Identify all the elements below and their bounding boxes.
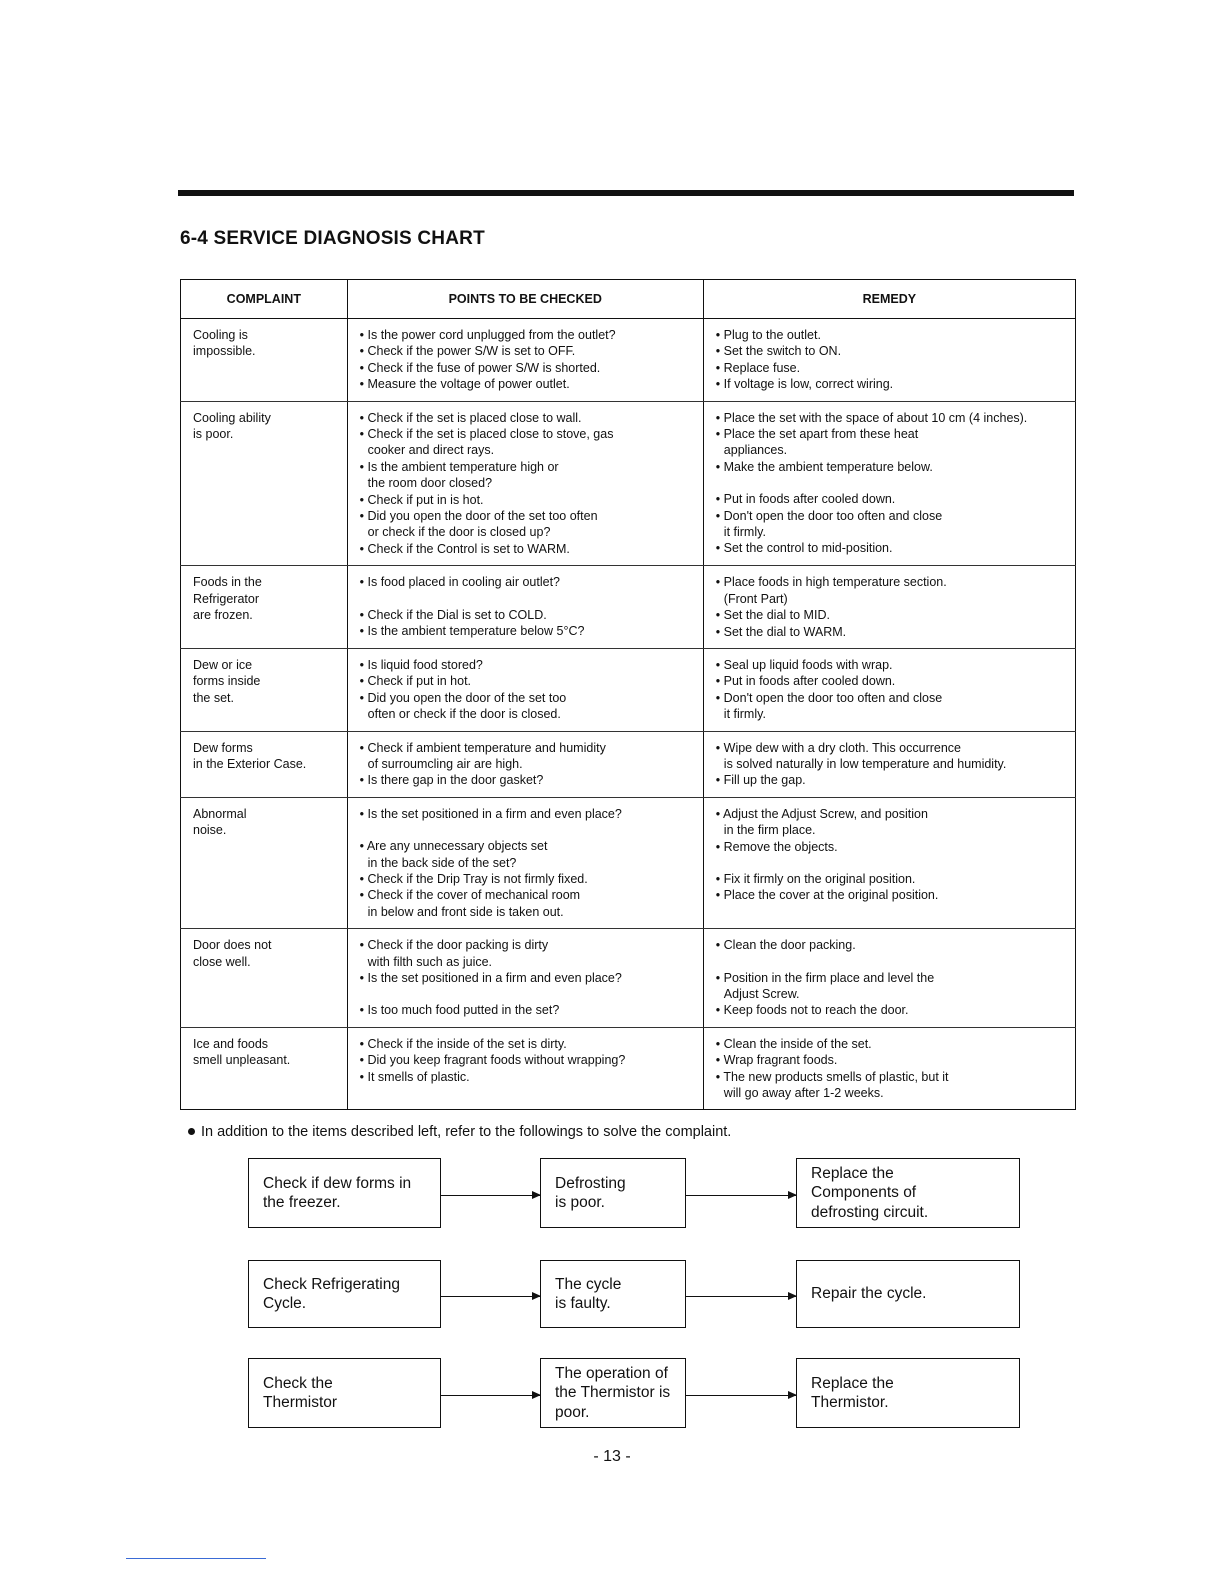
cause-text: is faulty. (555, 1295, 611, 1312)
remedy-line: it firmly. (723, 707, 766, 722)
points-line (360, 986, 697, 1002)
complaint-cell (181, 731, 348, 797)
remedy-line: • If voltage is low, correct wiring. (715, 377, 894, 392)
table-header-row (181, 280, 1076, 319)
remedy-line (716, 475, 1069, 491)
remedy-line: • Place the set apart from these heat (715, 427, 919, 442)
points-line: often or check if the door is closed. (367, 707, 561, 722)
check-text: Check the (263, 1374, 333, 1392)
remedy-line: • Place the set with the space of about 10 cm (4 inches). (715, 410, 1028, 425)
remedy-line: • Put in foods after cooled down. (715, 492, 896, 507)
remedy-line: • Set the switch to ON. (715, 344, 842, 359)
remedy-line: • Don't open the door too often and close (715, 690, 943, 705)
remedy-line: (Front Part) (723, 591, 788, 606)
remedy-line: • Position in the firm place and level the (715, 970, 935, 985)
points-line: • Measure the voltage of power outlet. (359, 377, 570, 392)
remedy-cell (703, 1027, 1075, 1110)
points-line: • Check if ambient temperature and humidity (359, 740, 606, 755)
points-line: • Check if the Drip Tray is not firmly fixed. (359, 871, 588, 886)
complaint-cell (181, 566, 348, 649)
remedy-line (716, 855, 1069, 871)
action-text: Thermistor. (811, 1394, 889, 1411)
remedy-line: • Keep foods not to reach the door. (715, 1003, 909, 1018)
points-cell (347, 797, 703, 928)
points-cell (347, 929, 703, 1028)
complaint-cell (181, 929, 348, 1028)
points-cell (347, 1027, 703, 1110)
points-cell (347, 731, 703, 797)
remedy-line: • Adjust the Adjust Screw, and position (715, 806, 928, 821)
remedy-line: • Clean the door packing. (715, 938, 856, 953)
complaint-line: noise. (193, 823, 227, 838)
note-text: In addition to the items described left, refer to the followings to solve the complaint. (201, 1124, 732, 1140)
remedy-cell (703, 566, 1075, 649)
check-text: Check Refrigerating (263, 1275, 400, 1293)
action-text: Replace the (811, 1374, 894, 1392)
points-line: • Is the power cord unplugged from the outlet? (359, 328, 616, 342)
points-line: • It smells of plastic. (359, 1069, 470, 1084)
remedy-line: • The new products smells of plastic, but it (715, 1069, 949, 1084)
complaint-line: smell unpleasant. (193, 1053, 291, 1068)
remedy-line: • Make the ambient temperature below. (715, 459, 933, 474)
remedy-line: is solved naturally in low temperature and humidity. (723, 756, 1007, 771)
points-line: • Is food placed in cooling air outlet? (359, 575, 560, 590)
remedy-line: • Fix it firmly on the original position. (715, 871, 916, 886)
points-line: • Is the set positioned in a firm and even place? (359, 971, 622, 985)
remedy-line: • Fill up the gap. (715, 773, 806, 788)
complaint-line: forms inside (193, 674, 261, 689)
check-text: Check if dew forms in (263, 1174, 412, 1192)
complaint-cell (181, 797, 348, 928)
cause-box (540, 1158, 686, 1228)
remedy-line: it firmly. (723, 525, 766, 540)
cause-text: The operation of (555, 1364, 668, 1382)
action-text: Replace the (811, 1164, 894, 1182)
complaint-line: Door does not (193, 938, 272, 953)
complaint-line: Cooling is (193, 328, 248, 342)
cause-text: is poor. (555, 1194, 605, 1211)
check-text: Cycle. (263, 1295, 307, 1312)
remedy-line: • Place the cover at the original position. (715, 888, 939, 903)
flow-arrow (686, 1195, 796, 1196)
complaint-line: the set. (193, 690, 234, 705)
points-line: • Is there gap in the door gasket? (359, 773, 544, 788)
remedy-cell (703, 797, 1075, 928)
complaint-line: Ice and foods (193, 1036, 269, 1051)
points-line: • Check if put in is hot. (359, 492, 484, 507)
complaint-line: Abnormal (193, 806, 247, 821)
cause-text: the Thermistor is (555, 1384, 671, 1402)
complaint-line: is poor. (193, 427, 234, 442)
diagnosis-table (180, 279, 1076, 1110)
points-line (360, 822, 697, 838)
points-line: • Did you open the door of the set too (359, 690, 567, 705)
points-line: • Check if put in hot. (359, 674, 472, 689)
points-line: with filth such as juice. (367, 954, 493, 969)
table-row (181, 797, 1076, 928)
remedy-line: appliances. (723, 443, 788, 458)
flow-arrow (441, 1395, 540, 1396)
action-text: defrosting circuit. (811, 1203, 929, 1221)
table-row (181, 401, 1076, 566)
bullet-icon (188, 1128, 195, 1135)
check-box (248, 1158, 441, 1228)
points-line: • Are any unnecessary objects set (359, 839, 548, 854)
points-line: • Check if the set is placed close to wall. (359, 410, 582, 425)
points-line: in below and front side is taken out. (367, 904, 564, 919)
complaint-cell (181, 1027, 348, 1110)
table-row (181, 1027, 1076, 1110)
points-line: • Did you open the door of the set too often (359, 509, 598, 524)
remedy-line: • Set the control to mid-position. (715, 541, 893, 556)
points-line: • Did you keep fragrant foods without wrapping? (359, 1053, 626, 1068)
complaint-line: in the Exterior Case. (193, 756, 307, 771)
points-line: • Is the ambient temperature below 5°C? (359, 624, 585, 639)
remedy-cell (703, 929, 1075, 1028)
points-line: • Check if the door packing is dirty (359, 938, 549, 953)
check-text: the freezer. (263, 1194, 341, 1211)
table-row (181, 648, 1076, 731)
remedy-line: will go away after 1-2 weeks. (723, 1086, 884, 1101)
remedy-line: • Plug to the outlet. (715, 328, 821, 342)
complaint-cell (181, 319, 348, 402)
remedy-line: • Put in foods after cooled down. (715, 674, 896, 689)
points-line: • Check if the fuse of power S/W is shorted. (359, 360, 601, 375)
points-line: in the back side of the set? (367, 855, 517, 870)
table-row (181, 731, 1076, 797)
complaint-line: Refrigerator (193, 591, 259, 606)
points-line: the room door closed? (367, 476, 493, 491)
points-line: or check if the door is closed up? (367, 525, 551, 540)
points-line: • Check if the cover of mechanical room (359, 888, 581, 903)
complaint-line: are frozen. (193, 608, 253, 623)
top-rule (178, 190, 1074, 196)
action-box (796, 1158, 1020, 1228)
cause-text: poor. (555, 1403, 590, 1421)
complaint-line: impossible. (193, 344, 256, 359)
table-row (181, 929, 1076, 1028)
flow-arrow (686, 1296, 796, 1297)
check-text: Thermistor (263, 1394, 338, 1411)
action-box (796, 1260, 1020, 1328)
points-cell (347, 566, 703, 649)
complaint-line: Dew forms (193, 740, 253, 755)
table-row (181, 566, 1076, 649)
remedy-line: • Set the dial to WARM. (715, 624, 847, 639)
points-line: • Check if the Dial is set to COLD. (359, 607, 547, 622)
action-box (796, 1358, 1020, 1428)
remedy-line: in the firm place. (723, 823, 816, 838)
complaint-line: Cooling ability (193, 410, 271, 425)
footer-link-line (126, 1558, 266, 1559)
complaint-cell (181, 648, 348, 731)
action-text: Components of (811, 1184, 917, 1202)
note (188, 1124, 731, 1140)
complaint-line: Dew or ice (193, 657, 253, 672)
points-line: • Is liquid food stored? (359, 657, 483, 672)
remedy-line: • Wrap fragrant foods. (715, 1053, 838, 1068)
complaint-cell (181, 401, 348, 566)
points-line: of surroumcling air are high. (367, 756, 523, 771)
remedy-line: • Remove the objects. (715, 839, 838, 854)
points-line: • Check if the set is placed close to stove, gas (359, 427, 614, 442)
flow-arrow (686, 1395, 796, 1396)
flow-arrow (441, 1195, 540, 1196)
header-remedy: REMEDY (703, 280, 1075, 319)
points-cell (347, 401, 703, 566)
points-line: • Check if the Control is set to WARM. (359, 541, 570, 556)
remedy-line: • Replace fuse. (715, 360, 801, 375)
complaint-line: close well. (193, 954, 251, 969)
remedy-line: • Wipe dew with a dry cloth. This occurrence (715, 740, 962, 755)
cause-text: Defrosting (555, 1174, 626, 1192)
points-cell (347, 319, 703, 402)
page-number: - 13 - (593, 1448, 631, 1465)
remedy-cell (703, 319, 1075, 402)
remedy-line (716, 954, 1069, 970)
cause-box (540, 1260, 686, 1328)
remedy-line: • Set the dial to MID. (715, 608, 830, 623)
remedy-line: • Place foods in high temperature section. (715, 575, 947, 590)
remedy-line: • Clean the inside of the set. (715, 1036, 872, 1051)
action-text: Repair the cycle. (811, 1285, 927, 1303)
remedy-cell (703, 648, 1075, 731)
section-title: 6-4 SERVICE DIAGNOSIS CHART (180, 228, 485, 249)
cause-text: The cycle (555, 1275, 622, 1293)
complaint-line: Foods in the (193, 575, 262, 590)
flow-arrow (441, 1296, 540, 1297)
table-body (181, 319, 1076, 1110)
cause-box (540, 1358, 686, 1428)
table-row (181, 319, 1076, 402)
points-line: • Is the set positioned in a firm and even place? (359, 806, 622, 821)
points-line: • Is the ambient temperature high or (359, 459, 559, 474)
header-complaint: COMPLAINT (181, 280, 348, 319)
points-cell (347, 648, 703, 731)
remedy-cell (703, 401, 1075, 566)
check-box (248, 1260, 441, 1328)
points-line: cooker and direct rays. (367, 443, 495, 458)
header-points: POINTS TO BE CHECKED (347, 280, 703, 319)
points-line (360, 591, 697, 607)
check-box (248, 1358, 441, 1428)
remedy-cell (703, 731, 1075, 797)
points-line: • Check if the inside of the set is dirty. (359, 1036, 567, 1051)
remedy-line: Adjust Screw. (723, 987, 800, 1001)
remedy-line: • Seal up liquid foods with wrap. (715, 657, 893, 672)
remedy-line: • Don't open the door too often and close (715, 508, 943, 523)
points-line: • Is too much food putted in the set? (359, 1003, 560, 1018)
points-line: • Check if the power S/W is set to OFF. (359, 344, 576, 359)
